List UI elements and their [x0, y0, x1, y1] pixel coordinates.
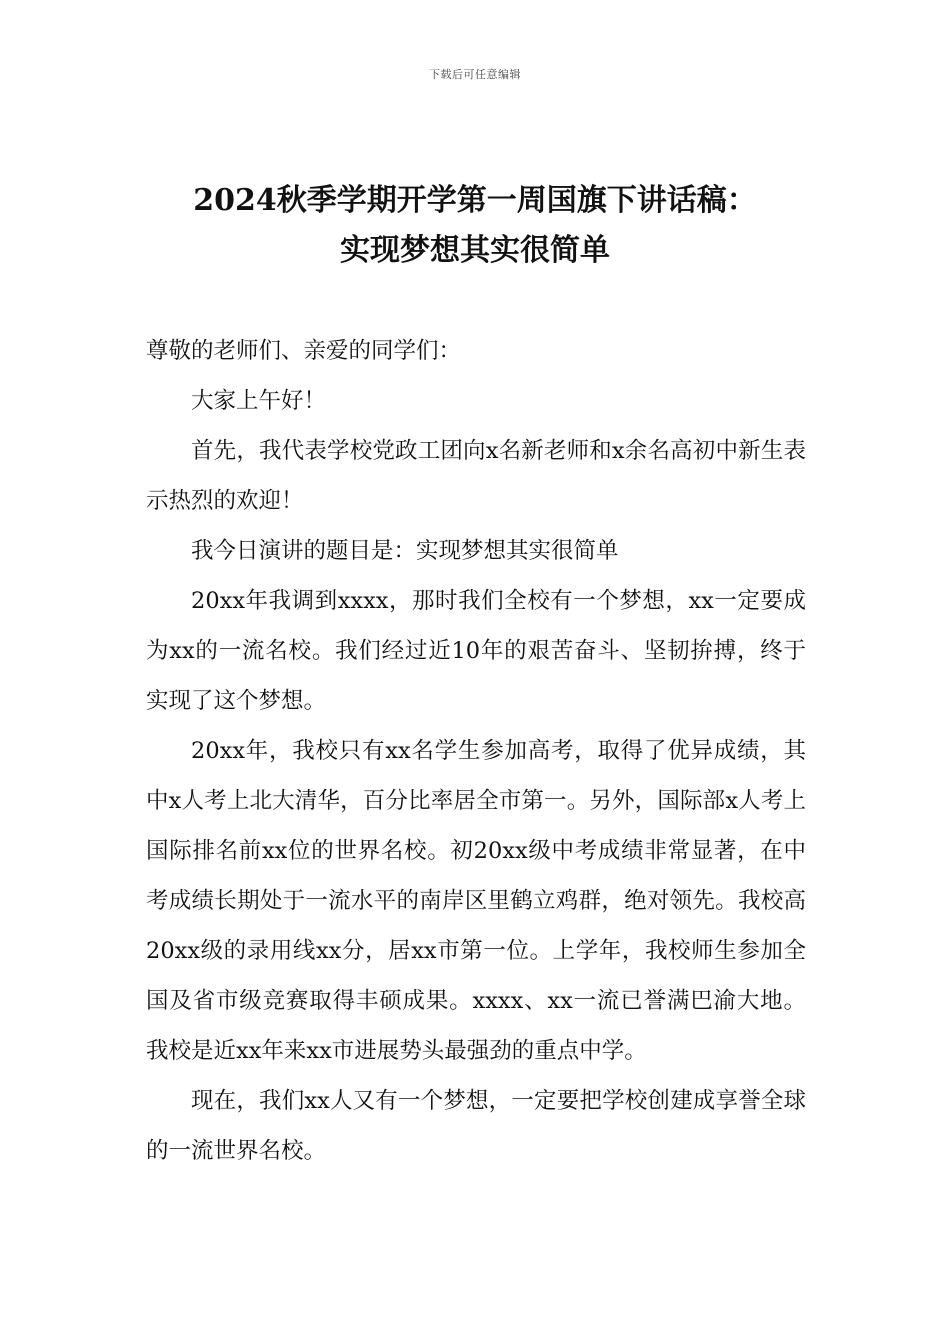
header-note: 下载后可任意编辑: [429, 68, 521, 81]
paragraph-new-dream: 现在，我们xx人又有一个梦想，一定要把学校创建成享誉全球的一流世界名校。: [146, 1088, 806, 1164]
paragraph-greeting: 大家上午好！: [191, 388, 327, 414]
title-line-2: 实现梦想其实很简单: [340, 233, 610, 268]
salutation: 尊敬的老师们、亲爱的同学们：: [146, 338, 462, 364]
document-title: [110, 176, 840, 276]
title-line-1: 2024秋季学期开学第一周国旗下讲话稿：: [193, 183, 757, 218]
document-body: [146, 326, 806, 1176]
paragraph-history: 20xx年我调到xxxx，那时我们全校有一个梦想，xx一定要成为xx的一流名校。我们经过近10年的艰苦奋斗、坚韧拚搏，终于实现了这个梦想。: [146, 588, 806, 714]
paragraph-achievements: 20xx年，我校只有xx名学生参加高考，取得了优异成绩，其中x人考上北大清华，百分比率居全市第一。另外，国际部x人考上国际排名前xx位的世界名校。初20xx级中考成绩非常显著，在中考成绩长期处于一流水平的南岸区里鹤立鸡群，绝对领先。我校高20xx级的录用线xx分，居xx市第一位。上学年，我校师生参加全国及省市级竞赛取得丰硕成果。xxxx、xx一流已誉满巴渝大地。我校是近xx年来xx市进展势头最强劲的重点中学。: [146, 738, 806, 1064]
paragraph-welcome: 首先，我代表学校党政工团向x名新老师和x余名高初中新生表示热烈的欢迎！: [146, 438, 806, 514]
paragraph-topic: 我今日演讲的题目是：实现梦想其实很简单: [191, 538, 619, 564]
